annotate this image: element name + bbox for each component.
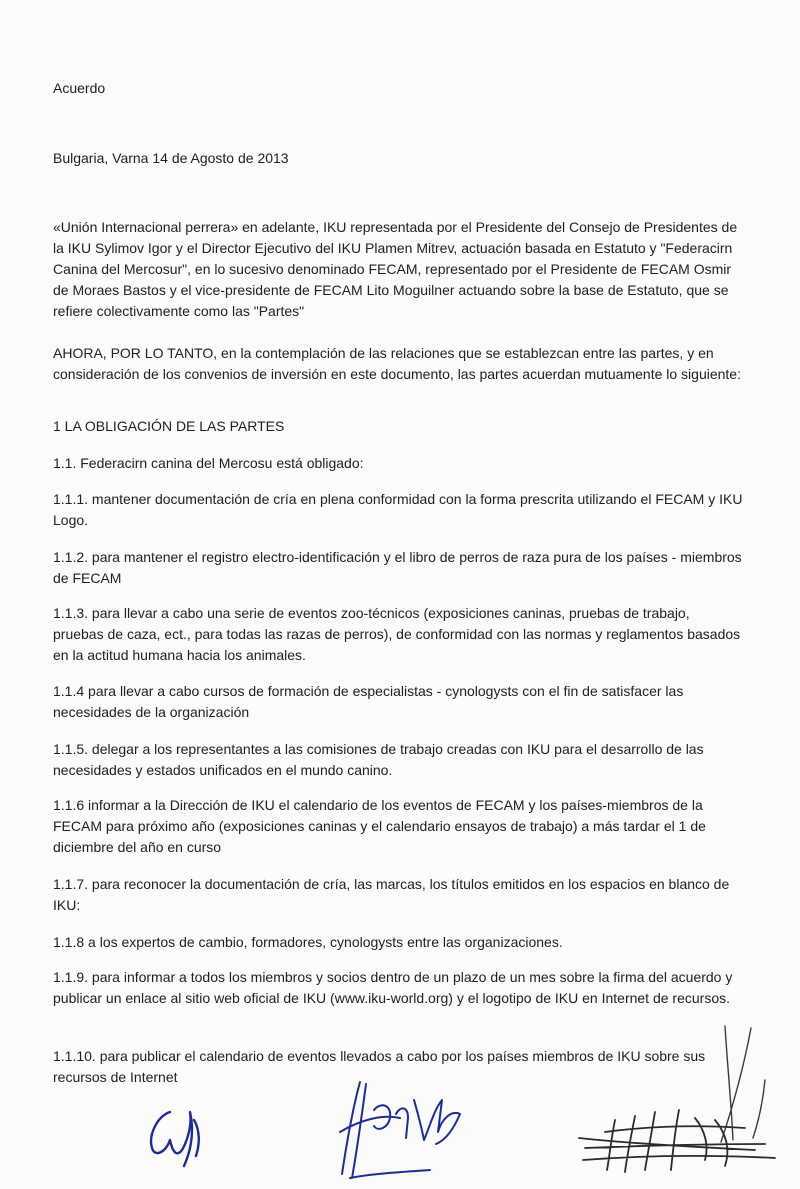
clause-1-1-3: 1.1.3. para llevar a cabo una serie de eventos zoo-técnicos (exposiciones caninas, pruebas de trabajo, pruebas de caza, ect., para todas las razas de perros), de conformidad con las normas y reglamentos basados en la actitud humana hacia los animales. — [53, 605, 741, 663]
clause-1-1-2: 1.1.2. para mantener el registro electro-identificación y el libro de perros de raza pura de los países - miembros de FECAM — [53, 549, 742, 586]
section-heading: 1 LA OBLIGACIÓN DE LAS PARTES — [53, 418, 285, 434]
place-date: Bulgaria, Varna 14 de Agosto de 2013 — [53, 150, 289, 166]
signature-left — [140, 1100, 210, 1170]
signature-center — [330, 1074, 470, 1186]
clause-1-1-6: 1.1.6 informar a la Dirección de IKU el calendario de los eventos de FECAM y los países-miembros de la FECAM para próximo año (exposiciones caninas y el calendario ensayos de trabajo) a más tardar el 1 de diciembre del año en curso — [53, 797, 706, 855]
clause-1-1-5: 1.1.5. delegar a los representantes a las comisiones de trabajo creadas con IKU para el desarrollo de las necesidades y estados unificados en el mundo canino. — [53, 741, 704, 778]
parties-paragraph: «Unión Internacional perrera» en adelante, IKU representada por el Presidente del Consejo de Presidentes de la IKU Sylimov Igor y el Director Ejecutivo del IKU Plamen Mitrev, actuación basada en Estatuto y "Federacirn Canina del Mercosur", en lo sucesivo denominado FECAM, representado por el Presidente de FECAM Osmir de Moraes Bastos y el vice-presidente de FECAM Lito Moguilner actuando sobre la base de Estatuto, que se refiere colectivamente como las "Partes" — [53, 219, 738, 319]
clause-1-1-8: 1.1.8 a los expertos de cambio, formadores, cynologysts entre las organizaciones. — [53, 934, 563, 950]
clause-1-1-1: 1.1.1. mantener documentación de cría en plena conformidad con la forma prescrita utilizando el FECAM y IKU Logo. — [53, 491, 743, 528]
clause-1-1-4: 1.1.4 para llevar a cabo cursos de formación de especialistas - cynologysts con el fin de satisfacer las necesidades de la organización — [53, 683, 684, 720]
clause-1-1-7: 1.1.7. para reconocer la documentación de cría, las marcas, los títulos emitidos en los espacios en blanco de IKU: — [53, 876, 730, 913]
preamble-paragraph: AHORA, POR LO TANTO, en la contemplación de las relaciones que se establezcan entre las partes, y en consideración de los convenios de inversión en este documento, las partes acuerdan mutuamente lo siguiente: — [53, 345, 741, 382]
signature-right — [575, 1020, 785, 1180]
clause-1-1-9: 1.1.9. para informar a todos los miembros y socios dentro de un plazo de un mes sobre la firma del acuerdo y publicar un enlace al sitio web oficial de IKU (www.iku-world.org) y el logotipo de IKU en Internet de recursos. — [53, 969, 733, 1006]
document-title: Acuerdo — [53, 80, 106, 96]
clause-1-1-10: 1.1.10. para publicar el calendario de eventos llevados a cabo por los países miembros de IKU sobre sus recursos de Internet — [53, 1048, 706, 1085]
clause-1-1: 1.1. Federacirn canina del Mercosu está obligado: — [53, 455, 364, 471]
